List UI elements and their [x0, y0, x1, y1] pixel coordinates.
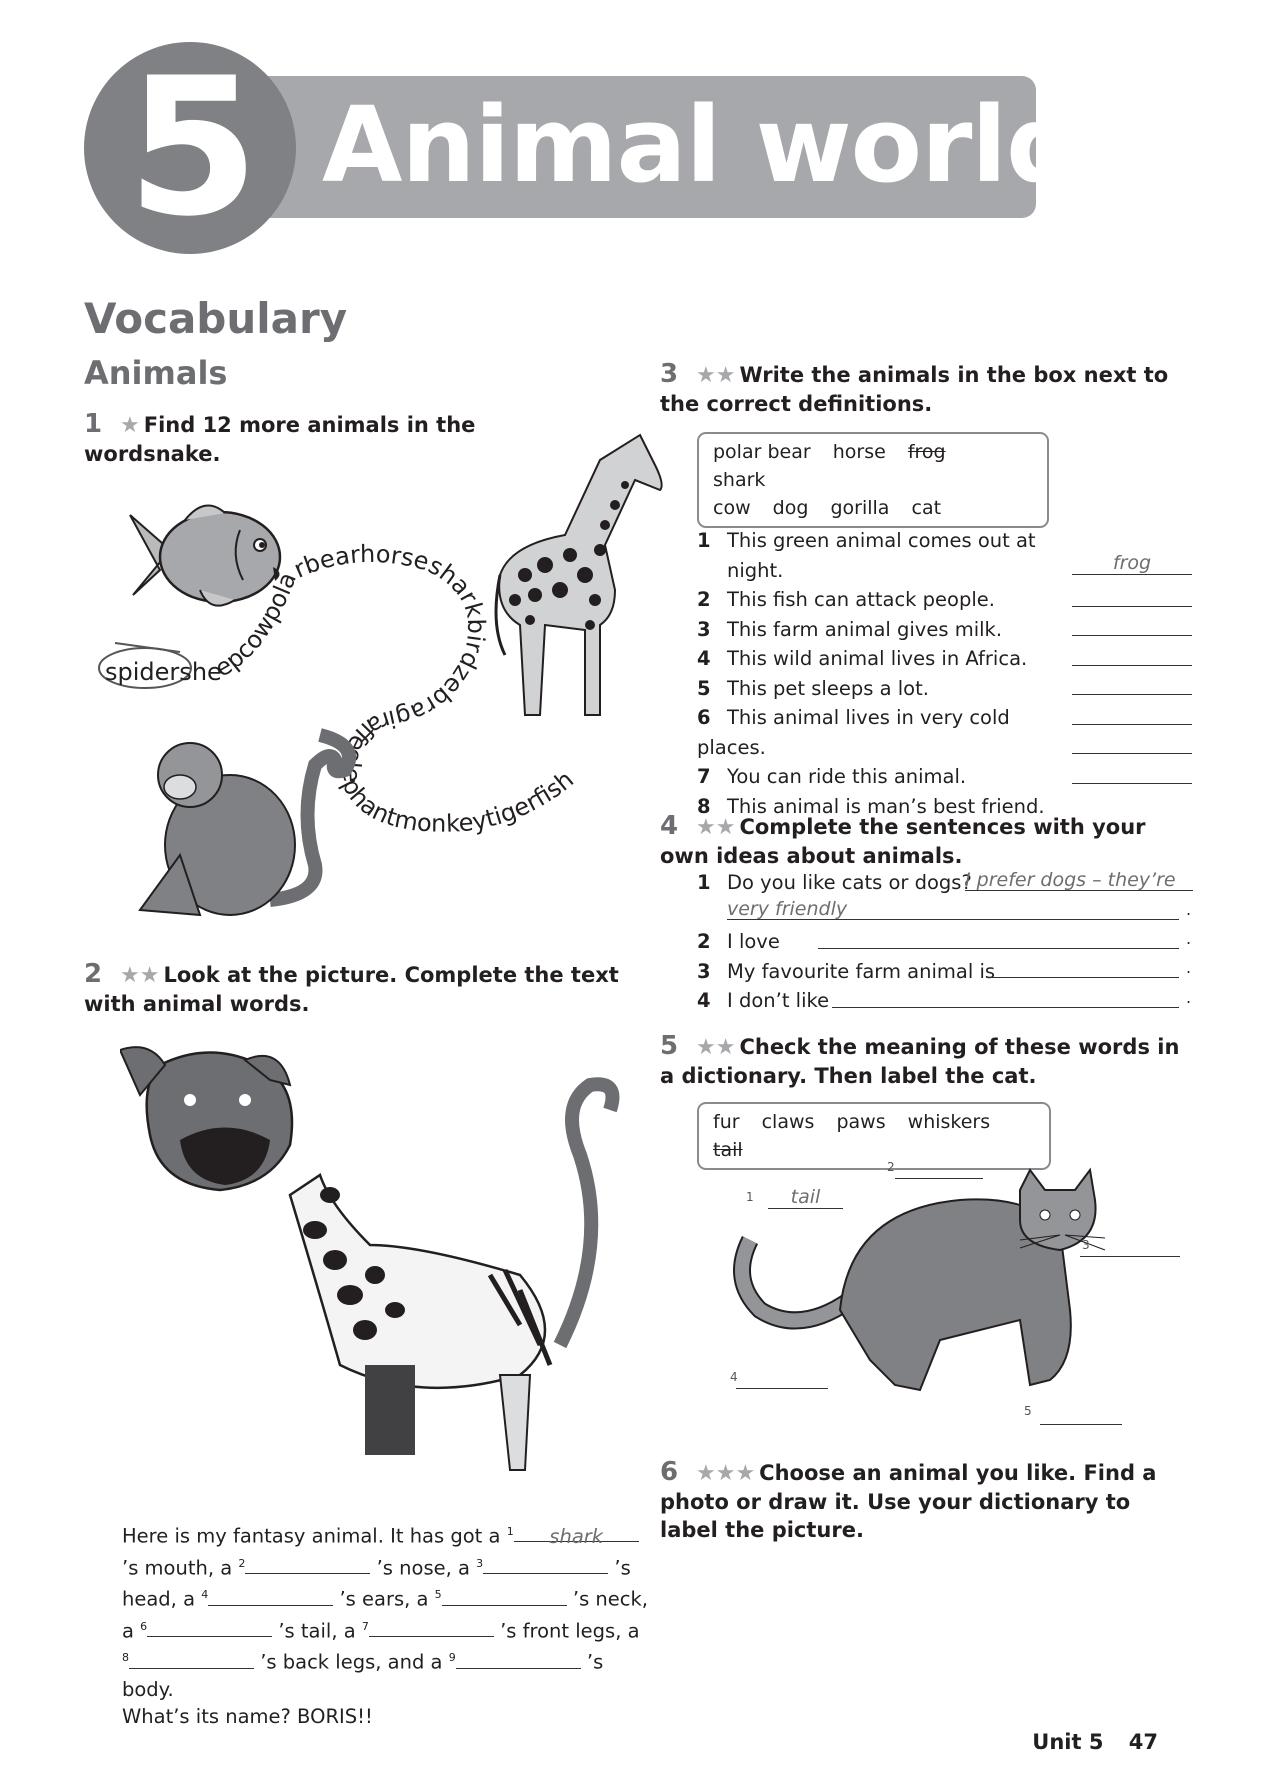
answer-underline — [727, 897, 1179, 920]
blank-3[interactable] — [483, 1555, 608, 1574]
exercise-4-heading — [660, 812, 1200, 870]
footer-unit: Unit 5 — [1032, 1730, 1104, 1754]
answer-line-ex4-4[interactable] — [832, 985, 1179, 1008]
list-item — [697, 703, 1077, 762]
blank-8[interactable] — [129, 1650, 254, 1669]
blank-number: 8 — [122, 1651, 129, 1664]
label-number: 3 — [1082, 1238, 1090, 1252]
label-number: 5 — [1024, 1404, 1032, 1418]
answer-line-1[interactable]: frog — [1072, 552, 1192, 575]
exercise-instruction: Look at the picture. Complete the text with animal words. — [84, 963, 619, 1016]
item-number: 1 — [697, 871, 711, 894]
period: . — [1186, 958, 1192, 977]
cat-label-4[interactable] — [736, 1366, 828, 1389]
unit-number: 5 — [126, 37, 254, 258]
paragraph-intro: Here is my fantasy animal. It has got a — [122, 1524, 501, 1548]
cat-label-1[interactable]: tail — [768, 1186, 843, 1209]
word-box-item: polar bear — [713, 441, 811, 463]
page-footer — [1032, 1730, 1158, 1754]
exercise-instruction: Write the animals in the box next to the correct definitions. — [660, 363, 1169, 416]
word-box-row — [713, 438, 1033, 494]
exercise-instruction: Find 12 more animals in the wordsnake. — [84, 413, 476, 466]
word-box-item-crossed: frog — [907, 441, 946, 463]
item-number: 2 — [697, 588, 711, 611]
item-text: This animal lives in very cold places. — [697, 706, 1010, 759]
paragraph-fragment: ’s tail, a — [278, 1619, 356, 1642]
blank-number: 2 — [238, 1556, 246, 1570]
item-number: 6 — [697, 706, 711, 729]
blank-number: 7 — [361, 1619, 369, 1633]
wordsnake-letters: sheepcowpolarbearhorsesharkbirdzebragiraffeelephantmonkeytigerfish — [179, 540, 579, 838]
item-number: 4 — [697, 989, 711, 1012]
exercise-number: 1 — [84, 409, 103, 439]
blank-number: 9 — [448, 1651, 456, 1664]
list-item — [697, 762, 1077, 792]
blank-4[interactable] — [208, 1587, 333, 1606]
exercise-3-list — [697, 526, 1077, 821]
exercise-instruction: Check the meaning of these words in a dictionary. Then label the cat. — [660, 1035, 1180, 1088]
word-box-row — [713, 494, 1033, 522]
list-item — [697, 957, 995, 987]
blank-7[interactable] — [369, 1618, 494, 1637]
difficulty-stars-icon: ★★ — [696, 815, 736, 840]
paragraph-fragment: ’s front legs, a — [500, 1619, 640, 1642]
word-box-item: gorilla — [830, 497, 890, 519]
list-item — [697, 526, 1077, 585]
difficulty-stars-icon: ★★ — [696, 1035, 736, 1060]
blank-1[interactable]: shark — [514, 1523, 639, 1542]
exercise-2-text — [122, 1518, 652, 1730]
paragraph-fragment: ’s back legs, and a — [260, 1650, 443, 1674]
exercise-5-heading — [660, 1032, 1200, 1090]
label-number: 1 — [746, 1190, 754, 1204]
difficulty-stars-icon: ★★★ — [696, 1461, 756, 1486]
item-text: This animal is man’s best friend. — [727, 794, 1045, 818]
item-text: I love — [727, 930, 780, 953]
cat-label-5[interactable] — [1040, 1402, 1122, 1425]
blank-9[interactable] — [456, 1650, 581, 1669]
item-text: This wild animal lives in Africa. — [727, 647, 1028, 670]
subsection-title: Animals — [84, 354, 228, 392]
difficulty-stars-icon: ★★ — [696, 363, 736, 388]
page-title: Animal world — [322, 84, 1080, 206]
item-number: 3 — [697, 959, 711, 983]
item-text: This green animal comes out at night. — [727, 529, 1036, 582]
monkey-illustration — [120, 725, 360, 925]
paragraph-fragment: ’s ears, a — [339, 1587, 429, 1611]
answer-line-5[interactable] — [1072, 672, 1192, 695]
item-number: 4 — [697, 647, 711, 670]
exercise-number: 6 — [660, 1457, 679, 1487]
period: . — [1186, 900, 1192, 919]
exercise-number: 5 — [660, 1031, 679, 1061]
blank-number: 4 — [201, 1588, 209, 1601]
exercise-3-heading — [660, 360, 1200, 418]
section-title: Vocabulary — [84, 294, 348, 343]
item-text: I don’t like — [727, 989, 830, 1012]
list-item — [697, 585, 1077, 615]
word-box-item: shark — [713, 469, 766, 491]
word-box-item: claws — [761, 1111, 815, 1133]
page-number: 47 — [1128, 1730, 1158, 1754]
blank-6[interactable] — [147, 1618, 272, 1637]
blank-number: 5 — [434, 1588, 442, 1601]
cat-label-3[interactable] — [1080, 1234, 1180, 1257]
blank-number: 6 — [140, 1619, 148, 1633]
answer-line-ex4-3[interactable] — [988, 955, 1179, 978]
exercise-number: 3 — [660, 359, 679, 389]
label-number: 4 — [730, 1370, 738, 1384]
item-number: 1 — [697, 529, 711, 552]
item-text: This pet sleeps a lot. — [727, 676, 929, 700]
exercise-2-heading — [84, 960, 644, 1018]
item-text: Do you like cats or dogs? — [727, 871, 972, 894]
exercise-number: 2 — [84, 959, 103, 989]
item-number: 2 — [697, 930, 711, 953]
label-number: 2 — [887, 1160, 895, 1174]
blank-number: 1 — [506, 1525, 514, 1538]
word-box-item-crossed: tail — [713, 1139, 743, 1161]
list-item — [697, 615, 1077, 645]
paragraph-fragment: ’s head, a — [122, 1556, 631, 1611]
period: . — [1186, 988, 1192, 1007]
paragraph-fragment: ’s mouth, a — [122, 1556, 233, 1579]
paragraph-fragment: ’s body. — [122, 1650, 604, 1701]
word-box-item: whiskers — [907, 1111, 991, 1133]
exercise-6-heading — [660, 1458, 1180, 1544]
word-box-item: fur — [713, 1111, 740, 1133]
fantasy-animal-illustration — [120, 1045, 640, 1485]
word-box-item: horse — [832, 441, 886, 463]
answer-line-4[interactable] — [1072, 643, 1192, 666]
list-item — [697, 644, 1077, 674]
paragraph-fragment: ’s nose, a — [376, 1556, 470, 1579]
list-item — [697, 674, 1077, 704]
blank-number: 3 — [476, 1556, 484, 1570]
item-text: You can ride this animal. — [727, 765, 967, 788]
answer-line-8[interactable] — [1072, 761, 1192, 784]
item-number: 7 — [697, 765, 711, 788]
answer-line-6[interactable] — [1072, 702, 1192, 725]
word-box-item: paws — [836, 1111, 886, 1133]
exercise-instruction: Complete the sentences with your own ideas about animals. — [660, 815, 1146, 868]
period: . — [1186, 929, 1192, 948]
word-box-item: dog — [772, 497, 809, 519]
cat-label-2[interactable] — [895, 1156, 983, 1179]
item-text: This fish can attack people. — [727, 588, 995, 611]
paragraph-closing: What’s its name? BORIS!! — [122, 1704, 373, 1728]
answer-line-2[interactable] — [1072, 584, 1192, 607]
exercise-number: 4 — [660, 811, 679, 841]
item-number: 5 — [697, 676, 711, 700]
exercise-instruction: Choose an animal you like. Find a photo or draw it. Use your dictionary to label the picture. — [660, 1461, 1157, 1542]
wordsnake-example-word: spider — [105, 658, 180, 686]
difficulty-stars-icon: ★★ — [120, 963, 160, 988]
blank-2[interactable] — [245, 1555, 370, 1574]
item-number: 3 — [697, 617, 711, 641]
blank-5[interactable] — [442, 1587, 567, 1606]
answer-line-3[interactable] — [1072, 613, 1192, 636]
answer-line-7[interactable] — [1072, 731, 1192, 754]
paragraph-fragment: ’s neck, a — [122, 1587, 648, 1642]
answer-line-ex4-2[interactable] — [818, 926, 1179, 949]
giraffe-illustration — [485, 425, 675, 720]
word-box-item: cat — [911, 497, 942, 519]
item-text: This farm animal gives milk. — [727, 617, 1003, 641]
item-text: My favourite farm animal is — [727, 959, 996, 983]
item-number: 8 — [697, 794, 711, 818]
answer-line-ex4-1[interactable]: I prefer dogs – they’re very friendly — [727, 869, 1176, 920]
word-box-item: cow — [713, 497, 751, 519]
word-box-ex3 — [697, 432, 1049, 528]
difficulty-stars-icon: ★ — [120, 413, 140, 438]
answer-underline — [965, 868, 1193, 891]
